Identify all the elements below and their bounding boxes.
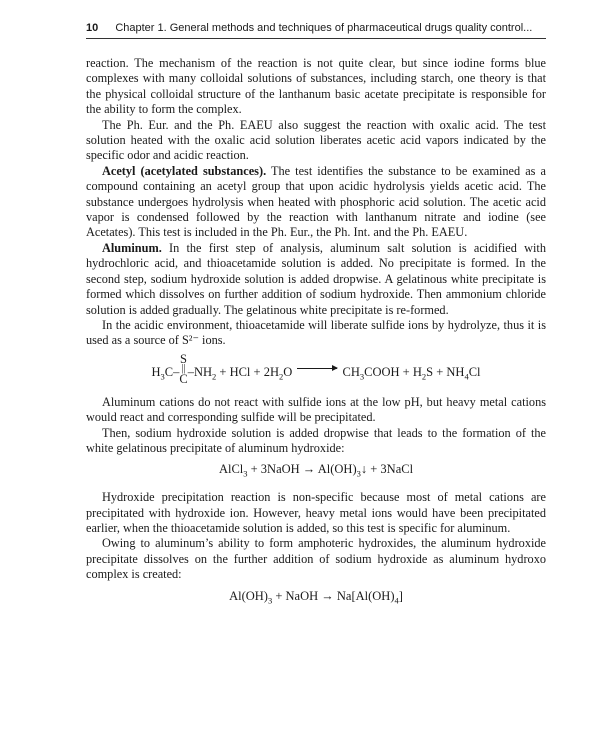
paragraph-acetyl bbox=[86, 164, 546, 241]
heading-aluminum: Aluminum. bbox=[102, 240, 162, 255]
page-body bbox=[86, 56, 546, 617]
paragraph-amphoteric: Owing to aluminum’s ability to form amphoteric hydroxides, the aluminum hydroxide precipitate dissolves on the further addition of sodium hydroxide as aluminum hydroxo complex is created: bbox=[86, 536, 546, 582]
running-header bbox=[86, 22, 546, 39]
paragraph-thioacetamide: In the acidic environment, thioacetamide will liberate sulfide ions by hydrolyze, thus it is used as a source of S²⁻ ions. bbox=[86, 317, 546, 348]
running-title: Chapter 1. General methods and techniques of pharmaceutical drugs quality control... bbox=[115, 22, 533, 34]
equation-aluminum-hydroxide: AlCl$_3$ + 3NaOH → $Al(OH)_3↓$ + 3NaCl bbox=[218, 462, 414, 479]
heading-acetyl: Acetyl (acetylated substances). bbox=[102, 163, 267, 178]
page-number: 10 bbox=[86, 22, 99, 34]
equation-thioacetamide-hydrolysis: $H_3C-$ S || C $-NH_2$ + HCl + $2H_2O$ $CH_3COOH + H_2S + NH_4Cl$ bbox=[151, 351, 481, 386]
equation-hydroxo-complex: $Al(OH)_3$ + NaOH → $Na[Al(OH)_4]$ bbox=[229, 588, 403, 606]
paragraph-oxalic-acid: The Ph. Eur. and the Ph. EAEU also suggest the reaction with oxalic acid. The test solution heated with the oxalic acid solution liberates acetic acid vapors indicated by the specific odor and acidic reaction. bbox=[86, 117, 546, 163]
paragraph-specificity: Hydroxide precipitation reaction is non-specific because most of metal cations are precipitated with hydroxide ion. However, heavy metal ions would have been precipitated earlier, when the thioacetamide solution is added, so this test is specific for aluminum. bbox=[86, 490, 546, 536]
acetyl-text: The test identifies the substance to be examined as a compound containing an acetyl group that upon acidic hydrolysis yields acetic acid. The substance undergoes hydrolysis when heated with phosphoric acid solution. The acetic acid vapor is condensed followed by the reaction with lanthanum nitrate and iodine (see Acetates). This test is included in the Ph. Eur., the Ph. Int. and the Ph. EAEU. bbox=[86, 163, 546, 240]
paragraph-sulfide: Aluminum cations do not react with sulfide ions at the low pH, but heavy metal cations would react and corresponding sulfide will be precipitated. bbox=[86, 394, 546, 425]
paragraph-aluminum bbox=[86, 241, 546, 318]
aluminum-text: In the first step of analysis, aluminum salt solution is acidified with hydrochloric acid, and thioacetamide solution is added. No precipitate is formed. In the second step, sodium hydroxide solution is added dropwise. A gelatinous white precipitate is formed which dissolves on further addition of sodium hydroxide. Then ammonium chloride solution is added gradually. The gelatinous white precipitate is re-formed. bbox=[86, 240, 546, 317]
paragraph-naoh: Then, sodium hydroxide solution is added dropwise that leads to the formation of the white gelatinous precipitate of aluminum hydroxide: bbox=[86, 425, 546, 455]
paragraph-continuation: reaction. The mechanism of the reaction is not quite clear, but since iodine forms blue complexes with many colloidal solutions of substances, including starch, one theory is that the physical colloidal structure of the lanthanum basic acetate precipitate is responsible for the ability to form the complex. bbox=[86, 56, 546, 117]
